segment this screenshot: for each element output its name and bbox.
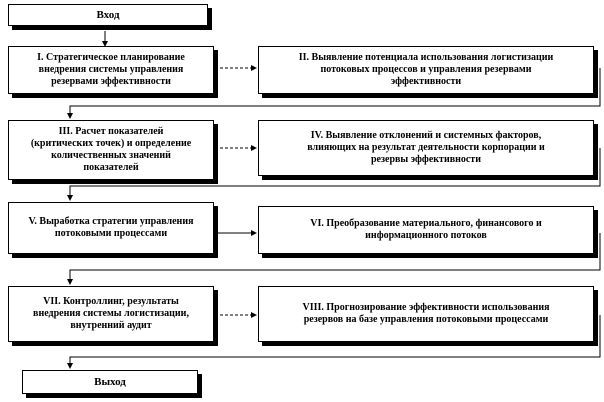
step-6-label: VI. Преобразование материального, финансового и информационного потоков (310, 218, 542, 241)
step-7-label: VII. Контроллинг, результаты внедрения системы логистизации, внутренний аудит (33, 296, 189, 331)
step-2-box (258, 46, 594, 94)
step-4-label: IV. Выявление отклонений и системных факторов, влияющих на результат деятельности корпорации и резервы эффективности (307, 130, 545, 165)
step-1-label: I. Стратегическое планирование внедрения системы управления резервами эффективности (37, 52, 185, 87)
exit-label: Выход (94, 376, 126, 388)
step-2-label: II. Выявление потенциала использования логистизации потоковых процессов и управления резервами эффективности (298, 52, 554, 87)
step-7-box (8, 286, 214, 342)
entry-box (8, 4, 208, 26)
step-3-box (8, 120, 214, 180)
step-5-label: V. Выработка стратегии управления потоковыми процессами (28, 216, 194, 239)
step-5-box (8, 202, 214, 254)
exit-box (22, 370, 198, 394)
step-4-box (258, 120, 594, 176)
step-8-box (258, 286, 594, 342)
step-3-label: III. Расчет показателей (критических точек) и определение количественных значений показателей (30, 126, 192, 173)
step-6-box (258, 206, 594, 254)
step-1-box (8, 46, 214, 94)
step-8-label: VIII. Прогнозирование эффективности использования резервов на базе управления потоковыми процессами (302, 302, 550, 325)
entry-label: Вход (96, 9, 120, 21)
